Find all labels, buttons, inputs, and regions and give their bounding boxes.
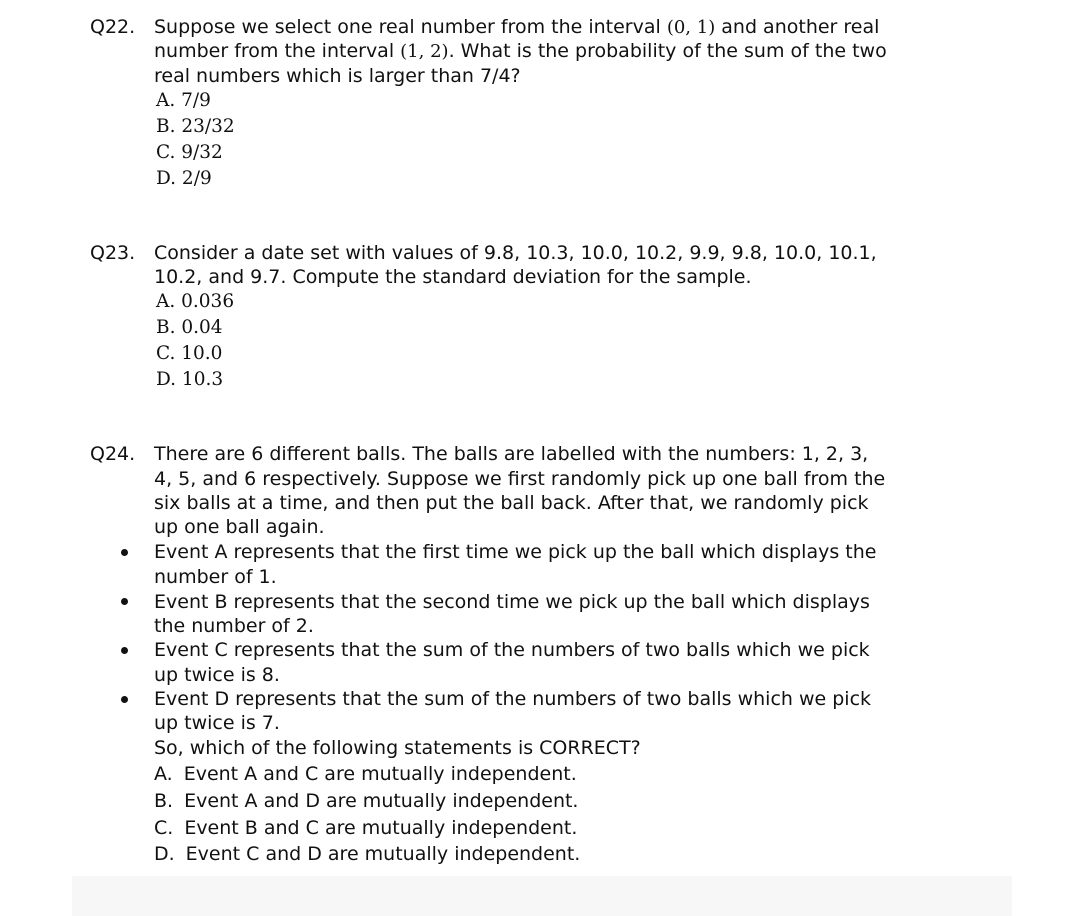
question-stem-line xyxy=(154,39,887,64)
option-text: Event B and C are mutually independent. xyxy=(184,817,578,839)
answer-option-d: D. 10.3 xyxy=(156,369,224,390)
question-number: Q22. xyxy=(90,16,136,38)
option-letter: D. xyxy=(154,843,175,865)
answer-option-b xyxy=(154,789,578,813)
question-stem-line: There are 6 different balls. The balls are labelled with the numbers: 1, 2, 3, xyxy=(154,443,869,465)
answer-option-a xyxy=(154,762,577,786)
question-stem-line: 4, 5, and 6 respectively. Suppose we first randomly pick up one ball from the xyxy=(154,468,886,490)
stem-text: number from the interval xyxy=(154,40,401,62)
math-interval: (1, 2) xyxy=(400,41,449,62)
option-letter: A. xyxy=(154,763,173,785)
stem-text: real numbers which is larger than 7/4? xyxy=(154,65,521,87)
bullet-icon xyxy=(121,598,128,605)
answer-option-d xyxy=(154,842,580,866)
bullet-icon xyxy=(121,549,128,556)
answer-option-b: B. 23/32 xyxy=(156,116,235,137)
page-footer-band xyxy=(72,876,1012,916)
option-text: Event A and C are mutually independent. xyxy=(183,763,577,785)
answer-option-c xyxy=(154,816,577,840)
event-text-line: up twice is 7. xyxy=(154,712,280,734)
question-stem-line xyxy=(154,64,521,88)
question-stem-line: up one ball again. xyxy=(154,516,325,538)
event-text-line: Event C represents that the sum of the numbers of two balls which we pick xyxy=(154,639,870,661)
question-stem-line xyxy=(154,15,879,40)
option-letter: B. xyxy=(154,790,174,812)
question-prompt: So, which of the following statements is CORRECT? xyxy=(154,737,641,759)
bullet-icon xyxy=(121,696,128,703)
answer-option-c: C. 9/32 xyxy=(156,142,223,163)
answer-option-a: A. 7/9 xyxy=(156,90,211,111)
answer-option-a: A. 0.036 xyxy=(156,291,235,312)
bullet-icon xyxy=(121,647,128,654)
answer-option-b: B. 0.04 xyxy=(156,317,223,338)
event-text-line: up twice is 8. xyxy=(154,664,280,686)
stem-text: and another real xyxy=(715,16,880,38)
event-text-line: Event D represents that the sum of the numbers of two balls which we pick xyxy=(154,688,872,710)
option-text: Event C and D are mutually independent. xyxy=(185,843,581,865)
event-text-line: number of 1. xyxy=(154,566,277,588)
stem-text: Suppose we select one real number from the interval xyxy=(154,16,667,38)
question-number: Q23. xyxy=(90,242,136,264)
question-stem-line: six balls at a time, and then put the ball back. After that, we randomly pick xyxy=(154,492,869,514)
answer-option-d: D. 2/9 xyxy=(156,168,212,189)
answer-option-c: C. 10.0 xyxy=(156,343,223,364)
event-text-line: Event B represents that the second time we pick up the ball which displays xyxy=(154,591,870,613)
question-stem-line: 10.2, and 9.7. Compute the standard deviation for the sample. xyxy=(154,266,752,288)
event-text-line: the number of 2. xyxy=(154,615,314,637)
question-stem-line: Consider a date set with values of 9.8, 10.3, 10.0, 10.2, 9.9, 9.8, 10.0, 10.1, xyxy=(154,242,877,264)
question-number: Q24. xyxy=(90,443,136,465)
stem-text: . What is the probability of the sum of the two xyxy=(448,40,887,62)
option-letter: C. xyxy=(154,817,174,839)
event-text-line: Event A represents that the first time we pick up the ball which displays the xyxy=(154,541,877,563)
option-text: Event A and D are mutually independent. xyxy=(184,790,579,812)
math-interval: (0, 1) xyxy=(666,17,716,38)
